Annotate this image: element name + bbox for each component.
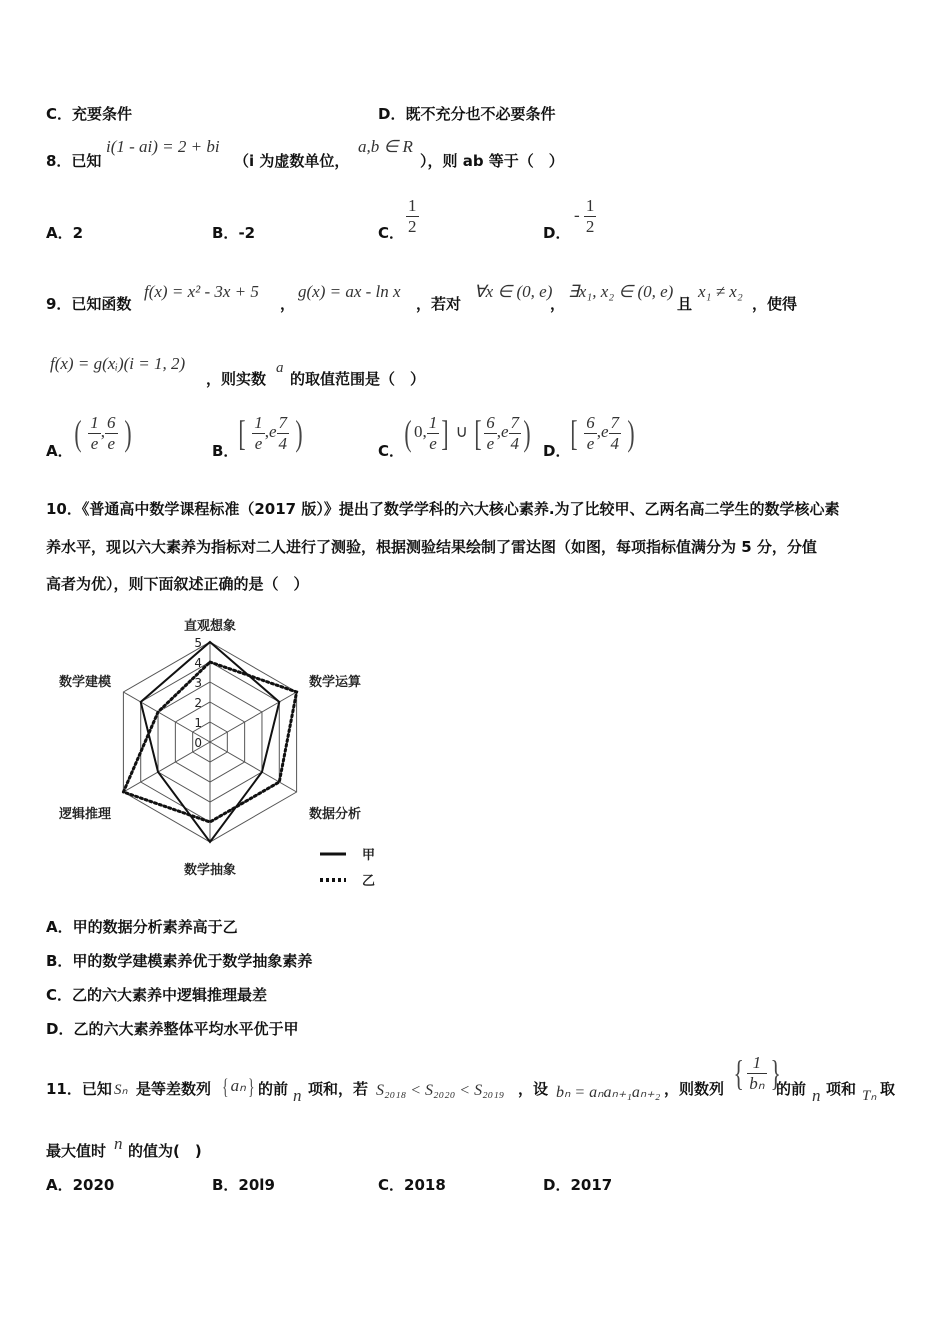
q11-option-b: B．20l9 xyxy=(212,1176,275,1194)
q11-n: n xyxy=(293,1086,302,1105)
q11-ineq: S₂₀₁₈ < S₂₀₂₀ < S₂₀₁₉ xyxy=(376,1082,505,1099)
q9-forall: ∀x ∈ (0, e) xyxy=(474,282,553,301)
q11-t6: 的前 xyxy=(776,1080,807,1098)
q10-option-c: C．乙的六大素养中逻辑推理最差 xyxy=(46,986,268,1004)
option-d-prev: D．既不充分也不必要条件 xyxy=(378,105,556,123)
q9-option-d-label: D． xyxy=(543,442,571,460)
q9-comma1: ， xyxy=(280,295,296,313)
q8-tail: ），则 ab 等于（ ） xyxy=(420,152,564,170)
q9-g-expr: g(x) = ax - ln x xyxy=(298,282,401,301)
radar-tick-label: 2 xyxy=(194,696,202,710)
q8-option-a: A．2 xyxy=(46,224,84,242)
q11-line2-a: 最大值时 xyxy=(46,1142,107,1160)
radar-tick-label: 0 xyxy=(194,736,202,750)
radar-tick-label: 5 xyxy=(194,636,202,650)
radar-tick-label: 3 xyxy=(194,676,202,690)
radar-axis-label: 直观想象 xyxy=(183,619,237,634)
q8-paren-text: （i 为虚数单位， xyxy=(234,152,350,170)
q9-option-b-interval: [ $\frac{1}{e}$ ,e $\frac{7}{4}$ ) xyxy=(238,412,303,453)
q9-neq: x₁ ≠ x₂ xyxy=(698,282,743,301)
q9-qie: 且 xyxy=(677,295,693,313)
q10-line2: 养水平，现以六大素养为指标对二人进行了测验，根据测验结果绘制了雷达图（如图，每项指标值满分为 5 分，分值 xyxy=(46,538,817,556)
q8-set-expr: a,b ∈ R xyxy=(358,137,413,156)
q9-ruodui: ，若对 xyxy=(416,295,462,313)
radar-tick-label: 1 xyxy=(194,716,202,730)
q11-line2-n: n xyxy=(114,1134,123,1153)
q9-f-expr: f(x) = x² - 3x + 5 xyxy=(144,282,259,301)
q11-an: { aₙ} xyxy=(222,1074,255,1099)
q9-option-a-interval: ( $\frac{1}{e}$ , $\frac{6}{e}$ ) xyxy=(74,412,132,453)
q8-equation: i(1 - ai) = 2 + bi xyxy=(106,137,220,156)
q9-shide: ，使得 xyxy=(752,295,798,313)
q11-option-a: A．2020 xyxy=(46,1176,115,1194)
q9-option-d-interval: [ $\frac{6}{e}$ ,e $\frac{7}{4}$ ) xyxy=(570,412,635,453)
legend-label: 乙 xyxy=(362,874,376,889)
q8-option-b: B．-2 xyxy=(212,224,256,242)
q10-option-d: D．乙的六大素养整体平均水平优于甲 xyxy=(46,1020,299,1038)
q9-option-c-label: C． xyxy=(378,442,405,460)
q11-t1: 是等差数列 xyxy=(136,1080,212,1098)
q9-comma2: ， xyxy=(550,295,566,313)
q11-t2: 的前 xyxy=(258,1080,289,1098)
option-c-prev: C．充要条件 xyxy=(46,105,133,123)
q9-option-c-interval: ( 0, $\frac{1}{e}$ ] ∪ [ $\frac{6}{e}$ ,e $\frac{7}{4}$ ) xyxy=(404,412,531,453)
q9-option-b-label: B． xyxy=(212,442,239,460)
q11-option-c: C．2018 xyxy=(378,1176,446,1194)
radar-axis-label: 数学建模 xyxy=(58,675,111,690)
radar-chart xyxy=(40,612,400,897)
q9-number: 9．已知函数 xyxy=(46,295,132,313)
q9-line2-expr: f(x) = g(xᵢ)(i = 1, 2) xyxy=(50,354,186,373)
q11-bn: bₙ = aₙaₙ₊₁aₙ₊₂ xyxy=(556,1084,661,1101)
q11-number: 11．已知 xyxy=(46,1080,112,1098)
q11-t3: 项和，若 xyxy=(308,1080,369,1098)
q11-t4: ，设 xyxy=(518,1080,549,1098)
q11-sn: Sₙ xyxy=(114,1082,128,1098)
q11-option-d: D．2017 xyxy=(543,1176,613,1194)
q10-option-b: B．甲的数学建模素养优于数学抽象素养 xyxy=(46,952,313,970)
q11-t8: 取 xyxy=(880,1080,896,1098)
q8-option-c-label: C． xyxy=(378,224,405,242)
q8-option-d-label: D． xyxy=(543,224,571,242)
radar-axis-label: 数学抽象 xyxy=(183,863,237,878)
q10-line1: 10．《普通高中数学课程标准（2017 版）》提出了数学学科的六大核心素养.为了比较甲、乙两名高二学生的数学核心素 xyxy=(46,500,840,518)
q11-t7: 项和 xyxy=(826,1080,857,1098)
q11-n2: n xyxy=(812,1086,821,1105)
radar-axis-label: 逻辑推理 xyxy=(58,807,111,822)
radar-axis-line-1 xyxy=(210,692,297,742)
q9-option-a-label: A． xyxy=(46,442,73,460)
q10-line3: 高者为优），则下面叙述正确的是（ ） xyxy=(46,575,309,593)
q11-t5: ，则数列 xyxy=(664,1080,725,1098)
q9-a-var: a xyxy=(276,360,284,376)
q9-exists: ∃x₁, x₂ ∈ (0, e) xyxy=(568,282,674,301)
q8-option-c-fraction: $\frac{1}{2}$ xyxy=(408,196,417,236)
radar-tick-label: 4 xyxy=(194,656,202,670)
radar-axis-label: 数学运算 xyxy=(309,675,362,690)
q11-tn: Tₙ xyxy=(862,1088,877,1104)
legend-label: 甲 xyxy=(362,848,376,863)
q11-reciprocal: { $\frac{1}{\text{bₙ}}$ } xyxy=(733,1052,781,1093)
q9-line2-tail: 的取值范围是（ ） xyxy=(290,370,426,388)
q8-number: 8．已知 xyxy=(46,152,102,170)
q9-line2-text: ，则实数 xyxy=(206,370,267,388)
q8-option-d-fraction: - $\frac{1}{2}$ xyxy=(574,196,595,236)
radar-axis-label: 数据分析 xyxy=(309,807,362,822)
q11-line2-b: 的值为( ) xyxy=(128,1142,202,1160)
q10-option-a: A．甲的数据分析素养高于乙 xyxy=(46,918,238,936)
